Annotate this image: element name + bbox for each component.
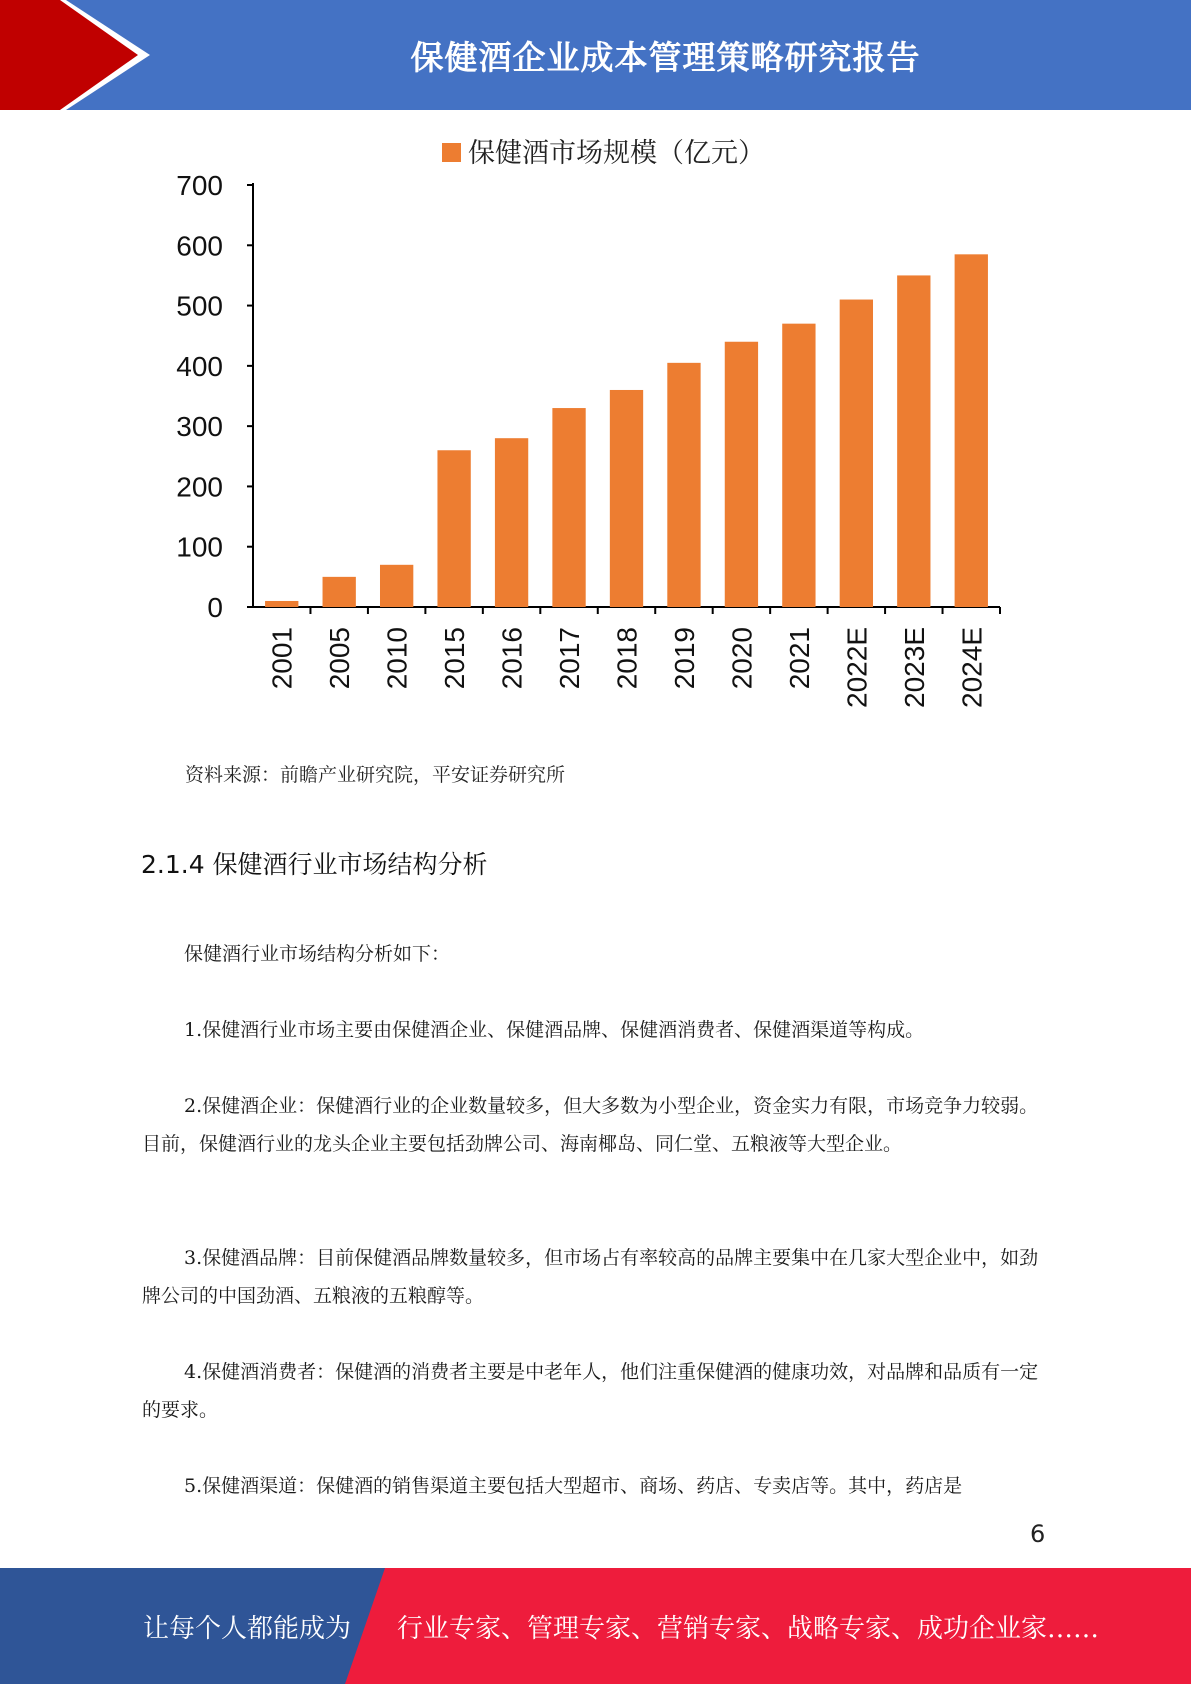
x-tick-label: 2018 <box>611 627 643 690</box>
section-heading: 2.1.4 保健酒行业市场结构分析 <box>141 850 488 879</box>
bar-2005 <box>323 577 356 607</box>
x-tick-label: 2022E <box>841 627 873 708</box>
bar-2010 <box>380 565 413 607</box>
paragraph-1: 1.保健酒行业市场主要由保健酒企业、保健酒品牌、保健酒消费者、保健酒渠道等构成。 <box>184 1019 925 1041</box>
page-number: 6 <box>1030 1520 1046 1548</box>
bar-2024E <box>955 254 988 607</box>
page-header <box>0 0 1191 110</box>
y-tick-label: 500 <box>176 290 223 322</box>
x-tick-label: 2015 <box>439 627 471 690</box>
legend-label: 保健酒市场规模（亿元） <box>468 138 765 168</box>
bar-2018 <box>610 390 643 607</box>
bar-2016 <box>495 438 528 607</box>
legend-swatch <box>442 143 461 162</box>
y-tick-label: 700 <box>176 170 223 201</box>
x-tick-label: 2021 <box>783 627 815 690</box>
bar-chart-svg <box>140 130 1040 730</box>
bar-2019 <box>667 363 700 607</box>
x-tick-label: 2019 <box>668 627 700 690</box>
x-tick-label: 2020 <box>726 627 758 690</box>
paragraph-4: 4.保健酒消费者：保健酒的消费者主要是中老年人，他们注重保健酒的健康功效，对品牌和品质有一定的要求。 <box>142 1361 1039 1421</box>
x-tick-label: 2024E <box>956 627 988 708</box>
y-tick-label: 400 <box>176 350 223 382</box>
y-tick-label: 200 <box>176 471 223 503</box>
paragraph-3: 3.保健酒品牌：目前保健酒品牌数量较多，但市场占有率较高的品牌主要集中在几家大型企业中，如劲牌公司的中国劲酒、五粮液的五粮醇等。 <box>142 1247 1039 1307</box>
bar-2020 <box>725 342 758 607</box>
x-tick-label: 2001 <box>266 627 298 690</box>
x-tick-label: 2023E <box>898 627 930 708</box>
bar-2015 <box>437 450 470 607</box>
source-note: 资料来源：前瞻产业研究院，平安证券研究所 <box>185 764 566 786</box>
bar-2022E <box>840 300 873 607</box>
x-tick-label: 2016 <box>496 627 528 690</box>
x-tick-label: 2005 <box>324 627 356 690</box>
y-tick-label: 300 <box>176 411 223 443</box>
document-title: 保健酒企业成本管理策略研究报告 <box>410 37 921 77</box>
paragraph-5: 5.保健酒渠道：保健酒的销售渠道主要包括大型超市、商场、药店、专卖店等。其中，药店是 <box>184 1475 963 1497</box>
page-footer <box>0 1568 1191 1684</box>
y-tick-label: 100 <box>176 531 223 563</box>
y-tick-label: 0 <box>207 592 223 623</box>
footer-slogan-left: 让每个人都能成为 <box>143 1613 352 1644</box>
x-tick-label: 2017 <box>554 627 586 690</box>
header-arrow-decoration <box>0 0 160 110</box>
x-tick-label: 2010 <box>381 627 413 690</box>
y-tick-label: 600 <box>176 230 223 262</box>
bar-2023E <box>897 275 930 607</box>
bar-2021 <box>782 324 815 607</box>
market-size-chart <box>140 130 1040 730</box>
paragraph-2: 2.保健酒企业：保健酒行业的企业数量较多，但大多数为小型企业，资金实力有限，市场竞争力较弱。目前，保健酒行业的龙头企业主要包括劲牌公司、海南椰岛、同仁堂、五粮液等大型企业。 <box>142 1095 1039 1155</box>
footer-slogan-right: 行业专家、管理专家、营销专家、战略专家、成功企业家…… <box>397 1613 1100 1644</box>
bar-2001 <box>265 601 298 607</box>
paragraph-intro: 保健酒行业市场结构分析如下： <box>184 943 451 965</box>
bar-2017 <box>552 408 585 607</box>
